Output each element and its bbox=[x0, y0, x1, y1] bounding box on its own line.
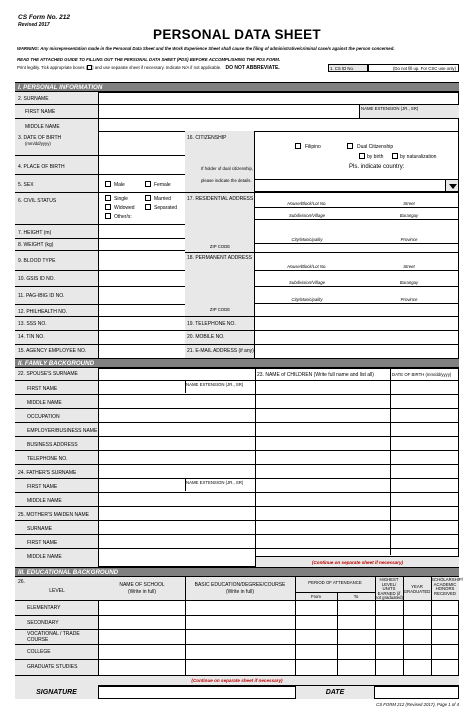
course-write-full: (Write in full) bbox=[226, 589, 254, 595]
page-title: PERSONAL DATA SHEET bbox=[153, 27, 321, 42]
mother-maiden-label: 25. MOTHER'S MAIDEN NAME bbox=[18, 512, 89, 518]
name-extension-field[interactable]: NAME EXTENSION (JR., SR) bbox=[360, 105, 459, 118]
by-naturalization-label: by naturalization bbox=[400, 154, 437, 160]
email-field[interactable] bbox=[255, 344, 459, 358]
permanent-address-field[interactable] bbox=[257, 255, 457, 303]
middle-name-field[interactable] bbox=[99, 118, 459, 131]
pob-field[interactable] bbox=[99, 155, 185, 174]
surname-label: 2. SURNAME bbox=[18, 96, 49, 102]
spouse-name-ext-label: NAME EXTENSION (JR., SR) bbox=[186, 382, 244, 387]
form-number: CS Form No. 212 bbox=[18, 14, 71, 21]
single-label: Single bbox=[114, 196, 128, 202]
male-checkbox[interactable] bbox=[105, 181, 111, 187]
perm-subdivision-label: Subdivision/Village bbox=[289, 280, 325, 285]
perm-zip-label: ZIP CODE bbox=[209, 307, 231, 312]
philhealth-label: 12. PHILHEALTH NO. bbox=[18, 309, 68, 315]
father-name-ext-label: NAME EXTENSION (JR., SR) bbox=[186, 480, 244, 485]
res-street-label: Street bbox=[403, 201, 415, 206]
row-secondary: SECONDARY bbox=[27, 620, 59, 626]
signature-field[interactable] bbox=[99, 686, 295, 699]
permanent-address-label: 18. PERMANENT ADDRESS bbox=[187, 255, 252, 261]
cs-id-label: 1. CS ID No. bbox=[328, 64, 368, 72]
female-label: Female bbox=[154, 182, 171, 188]
email-label: 21. E-MAIL ADDRESS (if any) bbox=[187, 348, 254, 354]
separated-label: Separated bbox=[154, 205, 178, 211]
res-house-label: House/Block/Lot No. bbox=[287, 201, 327, 206]
school-header: NAME OF SCHOOL bbox=[119, 582, 165, 588]
mother-first-name-label: FIRST NAME bbox=[27, 540, 58, 546]
perm-barangay-label: Barangay bbox=[399, 280, 419, 285]
others-label: Other/s: bbox=[114, 214, 132, 220]
first-name-field[interactable] bbox=[99, 104, 359, 118]
father-middle-name-label: MIDDLE NAME bbox=[27, 498, 62, 504]
print-note-b: ) and use separate sheet if necessary. Indicate N/A if not applicable. bbox=[92, 65, 222, 70]
citizenship-label: 16. CITIZENSHIP bbox=[187, 135, 227, 141]
signature-label: SIGNATURE bbox=[15, 686, 99, 699]
civil-status-label: 6. CIVIL STATUS bbox=[18, 198, 57, 204]
by-naturalization-checkbox[interactable] bbox=[392, 153, 398, 159]
female-checkbox[interactable] bbox=[145, 181, 151, 187]
middle-name-label: MIDDLE NAME bbox=[25, 124, 60, 130]
cs-id-field[interactable]: (Do not fill up. For CSC use only) bbox=[368, 64, 459, 72]
country-select[interactable] bbox=[255, 179, 445, 192]
spouse-surname-label: 22. SPOUSE'S SURNAME bbox=[18, 371, 78, 377]
spouse-middle-name-label: MIDDLE NAME bbox=[27, 400, 62, 406]
family-continue-note: (Continue on separate sheet if necessary) bbox=[256, 556, 459, 567]
by-birth-label: by birth bbox=[367, 154, 384, 160]
dual-note-1: If holder of dual citizenship, bbox=[201, 166, 254, 171]
education-fields[interactable] bbox=[99, 601, 459, 675]
country-dropdown-button[interactable] bbox=[445, 179, 459, 192]
revised-label: Revised 2017 bbox=[18, 22, 50, 28]
gsis-label: 10. GSIS ID NO. bbox=[18, 276, 55, 282]
dual-citizenship-label: Dual Citizenship bbox=[357, 144, 394, 150]
warning-text: WARNING: Any misrepresentation made in the Personal Data Sheet and the Work Experience Sheet shall cause the filing of administrative/criminal case/s against the person concerned. bbox=[17, 46, 395, 51]
res-subdivision-label: Subdivision/Village bbox=[289, 213, 325, 218]
married-label: Married bbox=[154, 196, 171, 202]
row-college: COLLEGE bbox=[27, 649, 51, 655]
pagibig-label: 11. PAG-IBIG ID NO. bbox=[18, 293, 65, 299]
date-field[interactable] bbox=[375, 686, 459, 699]
mother-surname-label: SURNAME bbox=[27, 526, 53, 532]
res-city-label: City/Municipality bbox=[291, 237, 323, 242]
guide-text: READ THE ATTACHED GUIDE TO FILLING OUT THE PERSONAL DATA SHEET (PDS) BEFORE ACCOMPLISHING THE PDS FORM. bbox=[17, 57, 281, 62]
pob-label: 4. PLACE OF BIRTH bbox=[18, 164, 65, 170]
pds-page bbox=[15, 14, 463, 710]
business-address-label: BUSINESS ADDRESS bbox=[27, 442, 78, 448]
highest-level-header: HIGHEST LEVEL/ UNITS EARNED (if not graduated) bbox=[375, 577, 403, 601]
tick-sample-checkbox bbox=[87, 65, 92, 70]
widowed-checkbox[interactable] bbox=[105, 204, 111, 210]
by-birth-checkbox[interactable] bbox=[359, 153, 365, 159]
print-note-a: Print legibly. Tick appropriate boxes ( bbox=[17, 65, 88, 70]
children-list[interactable] bbox=[256, 380, 459, 556]
filipino-label: Filipino bbox=[305, 144, 321, 150]
agency-no-label: 15. AGENCY EMPLOYEE NO. bbox=[18, 348, 87, 354]
row-vocational: VOCATIONAL / TRADE COURSE bbox=[27, 631, 80, 643]
level-header: LEVEL bbox=[49, 588, 65, 594]
male-label: Male bbox=[114, 182, 125, 188]
telephone-field[interactable] bbox=[255, 316, 459, 330]
occupation-label: OCCUPATION bbox=[27, 414, 60, 420]
dual-citizenship-checkbox[interactable] bbox=[347, 143, 353, 149]
dual-note-2: please indicate the details. bbox=[201, 178, 252, 183]
perm-city-label: City/Municipality bbox=[291, 297, 323, 302]
course-header: BASIC EDUCATION/DEGREE/COURSE bbox=[194, 582, 286, 588]
residential-address-field[interactable] bbox=[257, 195, 457, 243]
honors-header: SCHOLARSHIP/ ACADEMIC HONORS RECEIVED bbox=[431, 577, 463, 596]
from-header: From bbox=[310, 594, 322, 599]
tin-label: 14. TIN NO. bbox=[18, 334, 45, 340]
mother-middle-name-label: MIDDLE NAME bbox=[27, 554, 62, 560]
weight-label: 8. WEIGHT (kg) bbox=[18, 242, 54, 248]
children-header: 23. NAME of CHILDREN (Write full name and list all) bbox=[257, 372, 374, 378]
family-fields[interactable] bbox=[99, 368, 255, 556]
education-continue-note: (Continue on separate sheet if necessary) bbox=[15, 676, 459, 685]
father-surname-label: 24. FATHER'S SURNAME bbox=[18, 470, 77, 476]
first-name-label: FIRST NAME bbox=[25, 109, 56, 115]
filipino-checkbox[interactable] bbox=[295, 143, 301, 149]
sss-label: 13. SSS NO. bbox=[18, 321, 47, 327]
single-checkbox[interactable] bbox=[105, 195, 111, 201]
education-number: 26. bbox=[18, 579, 25, 585]
res-barangay-label: Barangay bbox=[399, 213, 419, 218]
children-dob-header: DATE OF BIRTH (mm/dd/yyyy) bbox=[392, 372, 452, 377]
father-first-name-label: FIRST NAME bbox=[27, 484, 58, 490]
residential-address-label: 17. RESIDENTIAL ADDRESS bbox=[187, 196, 254, 202]
widowed-label: Widowed bbox=[114, 205, 135, 211]
dob-label: 3. DATE OF BIRTH bbox=[18, 135, 62, 141]
personal-info-header: I. PERSONAL INFORMATION bbox=[15, 82, 459, 92]
row-elementary: ELEMENTARY bbox=[27, 605, 61, 611]
height-label: 7. HEIGHT (m) bbox=[18, 230, 52, 236]
blood-type-label: 9. BLOOD TYPE bbox=[18, 258, 56, 264]
to-header: To bbox=[353, 594, 359, 599]
others-checkbox[interactable] bbox=[105, 213, 111, 219]
telephone-label: 19. TELEPHONE NO. bbox=[187, 321, 236, 327]
spouse-first-name-label: FIRST NAME bbox=[27, 386, 58, 392]
surname-field[interactable] bbox=[99, 92, 459, 104]
do-not-abbreviate: DO NOT ABBREVIATE. bbox=[225, 65, 280, 71]
perm-province-label: Province bbox=[400, 297, 418, 302]
res-province-label: Province bbox=[400, 237, 418, 242]
res-zip-label: ZIP CODE bbox=[209, 244, 231, 249]
dob-field[interactable] bbox=[99, 131, 185, 155]
mobile-field[interactable] bbox=[255, 330, 459, 344]
spouse-telephone-label: TELEPHONE NO. bbox=[27, 456, 68, 462]
date-label: DATE bbox=[295, 686, 375, 699]
employer-label: EMPLOYER/BUSINESS NAME bbox=[27, 428, 98, 434]
period-header: PERIOD OF ATTENDANCE bbox=[308, 580, 362, 585]
page-footer: CS FORM 212 (Revised 2017), Page 1 of 4 bbox=[376, 702, 459, 707]
separated-checkbox[interactable] bbox=[145, 204, 151, 210]
sex-label: 5. SEX bbox=[18, 182, 34, 188]
perm-house-label: House/Block/Lot No. bbox=[287, 264, 327, 269]
row-graduate-studies: GRADUATE STUDIES bbox=[27, 664, 78, 670]
year-graduated-header: YEAR GRADUATED bbox=[403, 584, 431, 594]
education-header: III. EDUCATIONAL BACKGROUND bbox=[15, 567, 459, 577]
mobile-label: 20. MOBILE NO. bbox=[187, 334, 225, 340]
indicate-country-label: Pls. indicate country: bbox=[349, 164, 405, 170]
married-checkbox[interactable] bbox=[145, 195, 151, 201]
family-background-header: II. FAMILY BACKGROUND bbox=[15, 358, 459, 368]
perm-street-label: Street bbox=[403, 264, 415, 269]
school-write-full: (Write in full) bbox=[128, 589, 156, 595]
dob-format: (mm/dd/yyyy) bbox=[25, 141, 51, 146]
